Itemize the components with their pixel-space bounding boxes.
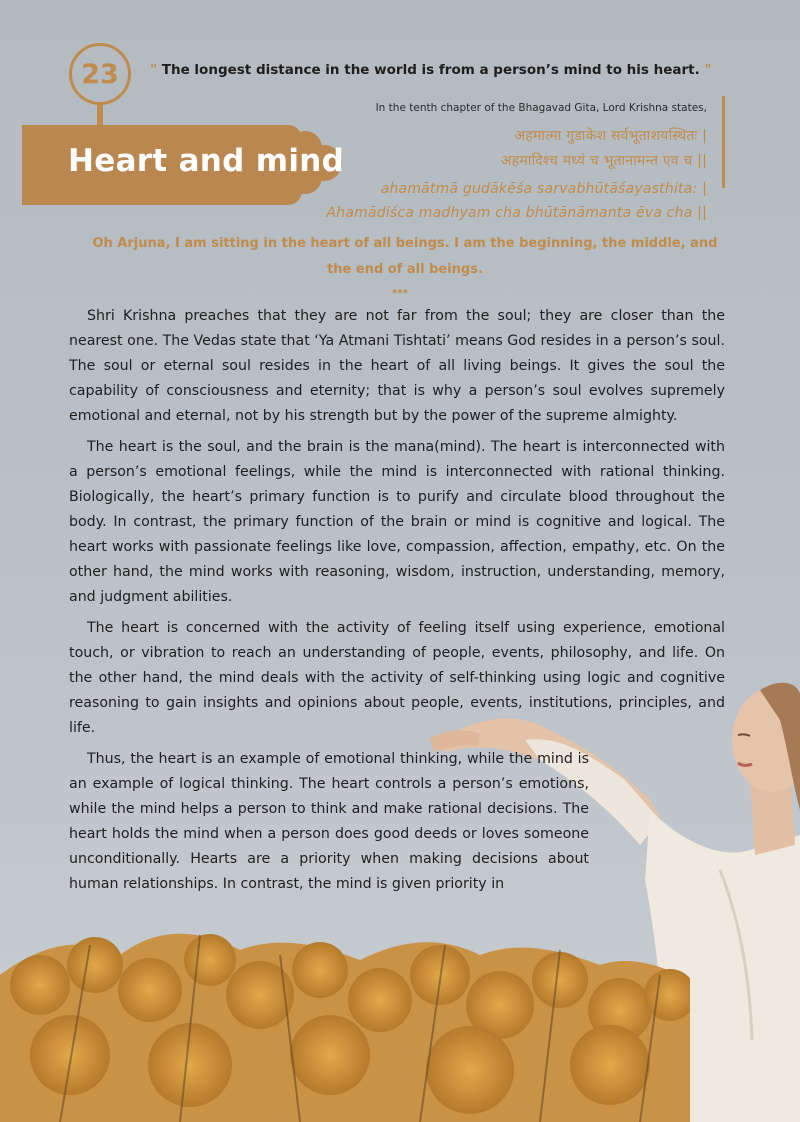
verse-intro: In the tenth chapter of the Bhagavad Gita, Lord Krishna states, (375, 102, 707, 114)
paragraph-text: Shri Krishna preaches that they are not far from the soul; they are closer than the nearest one. The Vedas state that ‘Ya Atmani Tishtati’ means God resides in a person’s soul. The soul or eternal soul resides in the heart of all living beings. It gives the soul the capability of consciousness and eternity; that is why a person’s soul evolves supremely emotional and eternal, not by his strength but by the power of the supreme almighty. (69, 308, 725, 424)
chapter-number: 23 (69, 43, 131, 105)
chapter-quote (150, 62, 712, 78)
body-paragraph-4 (69, 747, 589, 897)
chapter-title: Heart and mind (68, 143, 345, 179)
verse-translation: Oh Arjuna, I am sitting in the heart of all beings. I am the beginning, the middle, and the end of all beings. (92, 236, 718, 277)
flowers-photo (0, 905, 690, 1122)
quote-text: The longest distance in the world is from a person’s mind to his heart. (161, 62, 700, 78)
body-paragraph-2 (69, 435, 725, 610)
paragraph-text: Thus, the heart is an example of emotional thinking, while the mind is an example of logical thinking. The heart controls a person’s emotions, while the mind helps a person to think and make rational decisions. The heart holds the mind when a person does good deeds or loves someone unconditionally. Hearts are a priority when making decisions about human relationships. In contrast, the mind is given priority in (69, 751, 589, 892)
body-paragraph-1 (69, 304, 725, 429)
quote-close-mark: " (704, 62, 712, 78)
verse-transliteration-line-2: Ahamādiśca madhyam cha bhūtānāmanta ēva cha || (326, 205, 707, 221)
verse-devanagari-line-1: अहमात्मा गुडाकेश सर्वभूताशयस्थितः | (514, 128, 707, 144)
verse-devanagari-line-2: अहमादिश्च मध्यं च भूतानामन्त एव च || (500, 153, 707, 169)
verse-rule (722, 96, 725, 188)
verse-transliteration-line-1: ahamātmā gudākēśa sarvabhūtāśayasthita: | (380, 181, 707, 197)
paragraph-text: The heart is concerned with the activity of feeling itself using experience, emotional touch, or vibration to reach an understanding of people, events, philosophy, and life. On the other hand, the mind deals with the activity of self-thinking using logic and cognitive reasoning to gain insights and opinions about people, events, institutions, principles, and life. (69, 620, 725, 736)
body-paragraph-3 (69, 616, 725, 741)
paragraph-text: The heart is the soul, and the brain is the mana(mind). The heart is interconnected with a person’s emotional feelings, while the mind is interconnected with rational thinking. Biologically, the heart’s primary function is to purify and circulate blood throughout the body. In contrast, the primary function of the brain or mind is cognitive and logical. The heart works with passionate feelings like love, compassion, affection, empathy, etc. On the other hand, the mind works with reasoning, wisdom, instruction, understanding, memory, and judgment abilities. (69, 439, 725, 605)
quote-open-mark: " (150, 62, 158, 78)
section-separator: *** (392, 288, 408, 299)
